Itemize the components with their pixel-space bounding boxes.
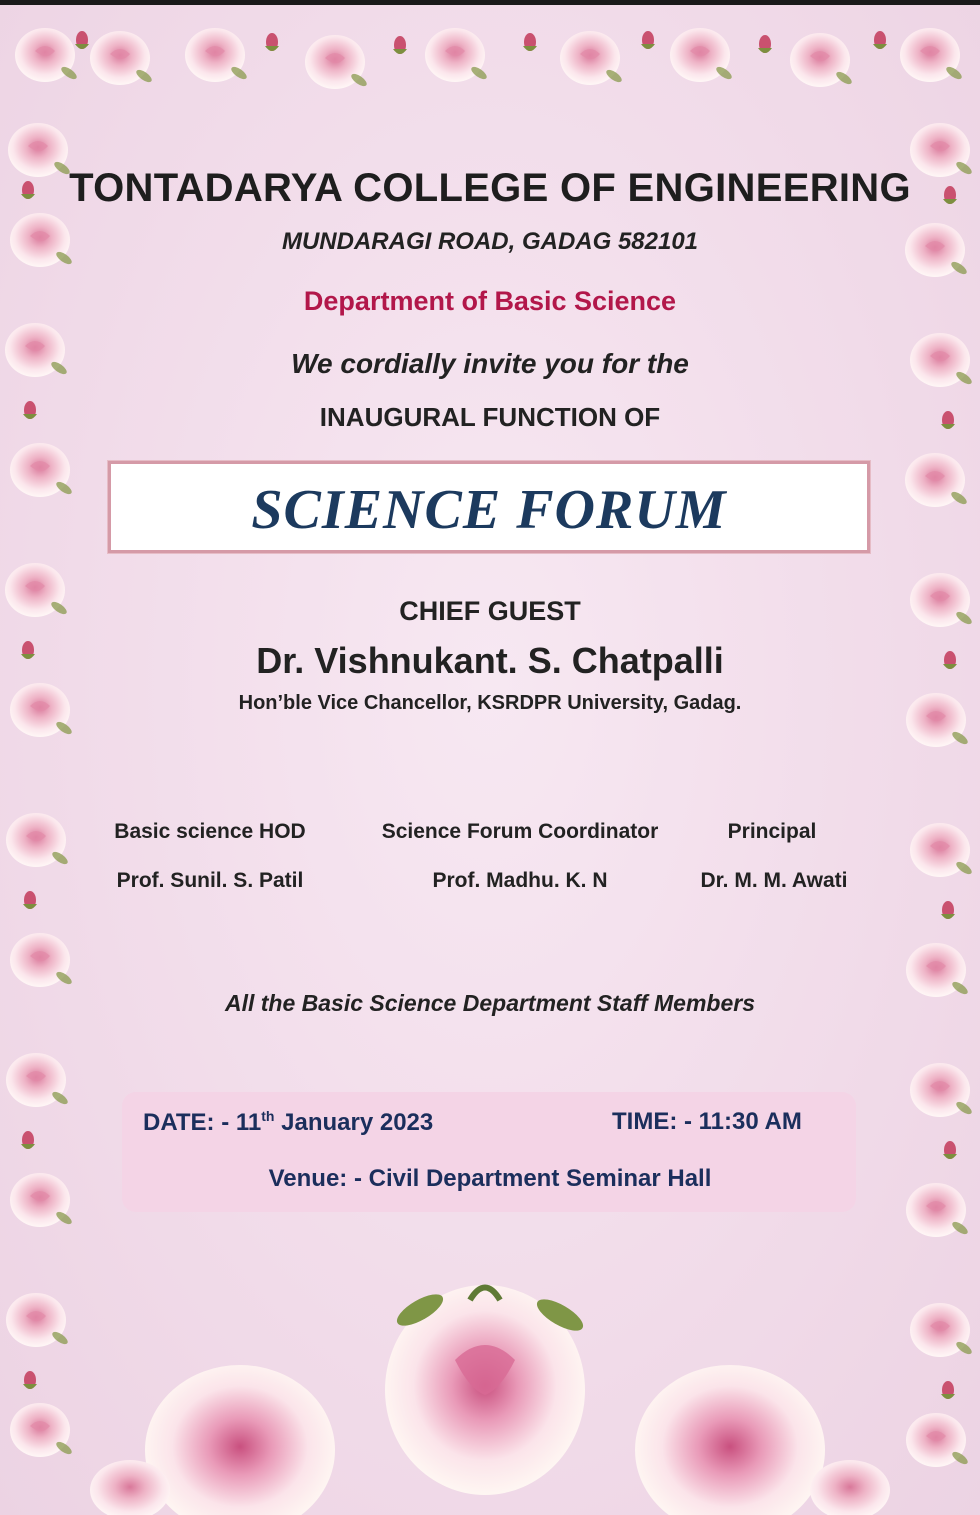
event-date: [143, 1108, 433, 1137]
date-suffix: January 2023: [274, 1109, 434, 1136]
chief-guest-label: CHIEF GUEST: [399, 596, 581, 626]
event-time: TIME: - 11:30 AM: [612, 1108, 802, 1135]
organizer-role: Basic science HOD: [114, 820, 306, 843]
date-ordinal: th: [261, 1108, 275, 1124]
organizer-name: Prof. Madhu. K. N: [432, 869, 608, 892]
event-title-box: [108, 461, 870, 553]
event-venue: Venue: - Civil Department Seminar Hall: [268, 1165, 712, 1192]
date-prefix: DATE: - 11: [143, 1109, 262, 1136]
staff-line: All the Basic Science Department Staff Members: [224, 990, 756, 1016]
organizer-name: Prof. Sunil. S. Patil: [116, 869, 304, 892]
department-name: Department of Basic Science: [303, 286, 677, 316]
inaugural-line: INAUGURAL FUNCTION OF: [319, 402, 661, 432]
organizer-role: Science Forum Coordinator: [381, 820, 659, 843]
organizer-name: Dr. M. M. Awati: [700, 869, 848, 892]
invitation-line: We cordially invite you for the: [291, 348, 689, 379]
chief-guest-name: Dr. Vishnukant. S. Chatpalli: [256, 640, 724, 681]
college-address: MUNDARAGI ROAD, GADAG 582101: [281, 228, 699, 255]
organizer-role: Principal: [727, 820, 817, 843]
chief-guest-designation: Hon’ble Vice Chancellor, KSRDPR University, Gadag.: [238, 692, 742, 714]
event-title: SCIENCE FORUM: [251, 479, 727, 541]
college-name: TONTADARYA COLLEGE OF ENGINEERING: [69, 166, 911, 210]
